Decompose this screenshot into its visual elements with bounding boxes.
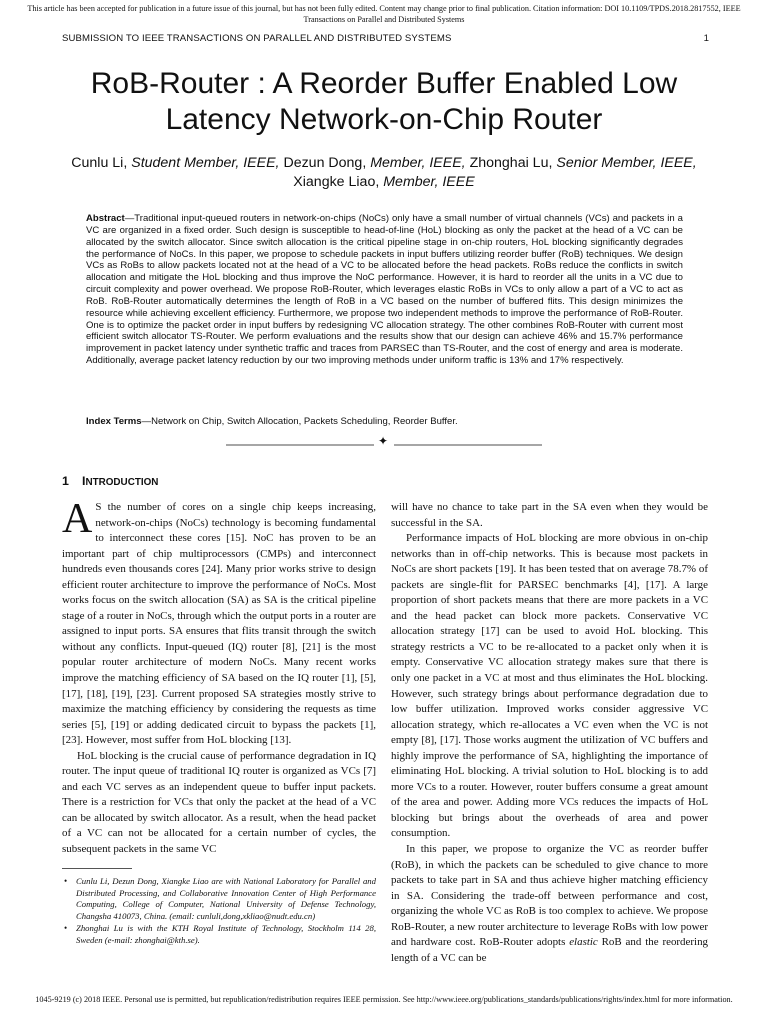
divider-diamond-icon: ✦ [378,434,389,448]
emphasis: elastic [569,936,598,949]
footnote-item: • Zhonghai Lu is with the KTH Royal Institute of Technology, Stockholm 114 28, Sweden (e-mail: zhonghai@kth.se). [76,923,376,946]
body-column-left [62,496,376,858]
paper-title: RoB-Router : A Reorder Buffer Enabled Low Latency Network-on-Chip Router [90,67,678,136]
author-name: Cunlu Li, [71,155,128,171]
section-heading [62,474,158,488]
index-terms-text: —Network on Chip, Switch Allocation, Packets Scheduling, Reorder Buffer. [141,416,458,427]
author-name: Zhonghai Lu, [469,155,553,171]
paragraph [391,842,708,966]
author-membership: Member, IEEE, [370,155,466,171]
body-column-right [391,500,708,966]
abstract-text: —Traditional input-queued routers in network-on-chips (NoCs) only have a small number of virtual channels (VCs) and packets in a VC are organized in a fixed order. Such design is susceptible to head-of-line (HoL) blocking as only the packet at the head of a VC can be allocated by the switch allocator. Since switch allocation is the critical pipeline stage in on-chip routers, HoL blocking significantly degrades the performance of NoCs. In this paper, we propose to schedule packets in input buffers utilizing reorder buffer (RoB) techniques. We design VCs as RoBs to allow packets located not at the head of a VC to be allocated before the head packets. RoBs reduce the conflicts in switch allocation and mitigate the HoL blocking and thus improve the NoC performance. However, it is hard to reorder all the units in a VC due to circuit complexity and power overhead. We propose RoB-Router, which leverages elastic RoBs in VCs to only allow a part of a VC to act as RoB. RoB-Router automatically determines the length of RoB in a VC based on the number of buffered flits. This design minimizes the resource while achieving excellent efficiency. Furthermore, we propose two independent methods to improve the performance of RoB-Router. One is to optimize the packet order in input buffers by redesigning VC allocation strategy. The other combines RoB-Router with current most efficient switch allocator TS-Router. We perform evaluations and the results show that our design can achieve 46% and 15.7% performance improvement in packet latency under synthetic traffic and traces from PARSEC than TS-Router, and the cost of energy and area is moderate. Additionally, average packet latency reduction by our two improving methods under uniform traffic is 13% and 17% respectively. [86,213,683,367]
page-number: 1 [703,33,709,44]
author-list [60,154,708,192]
footnote-item: • Cunlu Li, Dezun Dong, Xiangke Liao are with National Laboratory for Parallel and Distributed Processing, and Collaborative Innovation Center of High Performance Computing, College of Computer, National University of Defense Technology, Changsha 410073, China. (email: cunluli,dong,xkliao@nudt.edu.cn) [76,876,376,922]
index-terms [86,416,683,428]
author-membership: Senior Member, IEEE, [556,155,697,171]
author-name: Xiangke Liao, [293,174,380,190]
section-title-rest: NTRODUCTION [85,477,159,488]
abstract-label: Abstract [86,213,125,224]
abstract [86,213,683,367]
section-title-initial: I [82,474,86,488]
paragraph: Performance impacts of HoL blocking are more obvious in on-chip networks than in off-chip networks. This is because most packets in NoCs are short packets [19]. It has been tested that on average 78.7% of packets are single-flit for PARSEC benchmarks [4], [17]. A large proportion of short packets means that there are more packets in a VC and the head packet can block more packets. Conservative VC allocation strategy [17] can be used to avoid HoL blocking. This strategy restricts a VC to be re-allocated to a packet only when it is empty. Conservative VC allocation strategy makes sure that there is only one packet in a VC at most and thus eliminates the HoL blocking. However, such strategy brings about performance degradation due to low buffer utilization. Improved works consider aggressive VC allocation strategy, which re-allocates a VC even when the VC is not empty [8], [17]. Those works augment the utilization of VC buffers and highly improve the performance of SA, highlighting the importance of eliminating HoL blocking. A trivial solution to HoL blocking is to add more VCs to a router. However, router buffers consume a great amount of the area and power. Adding more VCs reduces the impacts of HoL blocking but brings about the overheads of area and power consumption. [391,532,708,840]
paragraph: will have no chance to take part in the SA even when they would be successful in the SA. [391,501,708,529]
running-header [62,33,709,44]
paragraph [62,496,376,749]
drop-cap: A [62,496,93,542]
section-divider [226,434,542,448]
footnote-rule [62,868,132,869]
publication-notice: This article has been accepted for publication in a future issue of this journal, but has not been fully edited. Content may change prior to final publication. Citation information: DOI 10.1109/TPDS.2018.2817552, IEEE Transactions on Parallel and Distributed Systems [27,4,741,24]
section-number: 1 [62,474,69,488]
paragraph-text: S the number of cores on a single chip keeps increasing, network-on-chips (NoCs) technology is becoming fundamental to interconnect these cores [15]. NoC has proven to be an important part of chip multiprocessors (CMPs) and interconnect hundreds even thousands cores [24]. Many prior works strive to design efficient router architecture to improve the performance of NoCs. Most works focus on the switch allocation (SA) as SA is the critical pipeline stage of a router in NoCs, through which the output ports in a router are assigned to input ports. SA ensures that flits transit through the switch without any conflicts. Input-queued (IQ) router [8], [21] is the most popular router architecture of modern NoCs. Many recent works improve the matching efficiency of SA based on the IQ router [1], [5], [17], [18], [19], [23]. Current proposed SA strategies mostly strive to maximize the matching efficiency by considering the requests as time series [5], [19] or adding dedicated circuit to bypass the packets [1], [23]. However, most suffer from HoL blocking [13]. [62,501,376,747]
paragraph-text: In this paper, we propose to organize the VC as reorder buffer (RoB), in which the packets can be scheduled to give chance to more packets to take part in SA and thus achieve higher matching efficiency in SA. Considering the trade-off between performance and cost, organizing the whole VC as RoB is too complex to achieve. We propose RoB-Router, a new router architecture to leverage RoBs with low power and hardware cost. RoB-Router adopts [391,843,708,949]
copyright-notice: 1045-9219 (c) 2018 IEEE. Personal use is permitted, but republication/redistribution requires IEEE permission. See http://www.ieee.org/publications_standards/publications/rights/index.html for more information. [35,995,733,1004]
index-terms-label: Index Terms [86,416,142,427]
paragraph-text: RoB and the reordering length of a VC can be [391,936,709,964]
author-footnotes [62,876,376,947]
author-membership: Member, IEEE [383,174,475,190]
author-name: Dezun Dong, [283,155,367,171]
paragraph: HoL blocking is the crucial cause of performance degradation in IQ router. The input queue of traditional IQ router is organized as VCs [7] and each VC serves as an independent queue to buffer input packets. There is a restriction for VCs that only the packet at the head of a VC can be allocated by switch allocator. As a result, when the head packet of a VC can not be allocated for a certain number of cycles, the subsequent packets in the same VC [62,749,376,856]
author-membership: Student Member, IEEE, [131,155,280,171]
journal-name: SUBMISSION TO IEEE TRANSACTIONS ON PARALLEL AND DISTRIBUTED SYSTEMS [62,33,452,44]
